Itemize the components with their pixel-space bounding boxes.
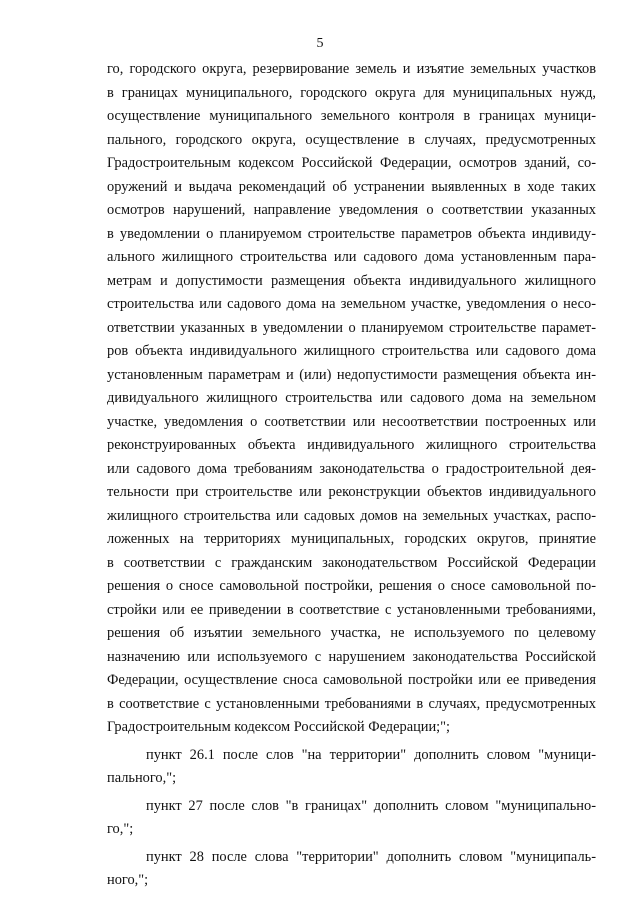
text-line: строительства или садового дома на земельном участке, уведомления о несо-	[107, 296, 596, 312]
text-line: тельности при строительстве или реконструкции объектов индивидуального	[107, 484, 596, 500]
text-line: реконструированных объекта индивидуального жилищного строительства	[107, 437, 596, 453]
text-line: назначению или используемого с нарушением законодательства Российской	[107, 648, 596, 665]
text-line: оружений и выдача рекомендаций об устранении выявленных в ходе таких	[107, 178, 596, 195]
text-line: Градостроительным кодексом Российской Федерации;";	[107, 719, 451, 735]
text-line: дивидуального жилищного строительства или садового дома на земельном	[107, 390, 596, 406]
text-line: ного,";	[107, 872, 149, 888]
text-line: пункт 26.1 после слов "на территории" дополнить словом "муници-	[146, 746, 596, 763]
text-line: метрам и допустимости размещения объекта индивидуального жилищного	[107, 272, 596, 289]
text-line: Градостроительным кодексом Российской Федерации, осмотров зданий, со-	[107, 155, 596, 171]
paragraph-item-26-1	[107, 744, 596, 791]
text-line: в соответствии с гражданским законодательством Российской Федерации	[107, 554, 596, 571]
text-line: ров объекта индивидуального жилищного строительства или садового дома	[107, 343, 596, 359]
text-line: решения о сносе самовольной постройки, решения о сносе самовольной по-	[107, 578, 596, 594]
text-line: пального,";	[107, 770, 177, 786]
text-line: пункт 27 после слов "в границах" дополнить словом "муниципально-	[146, 797, 596, 814]
paragraph-item-28	[107, 846, 596, 893]
text-line: участке, уведомления о соответствии или несоответствии построенных или	[107, 413, 596, 430]
text-line: пального, городского округа, осуществление в случаях, предусмотренных	[107, 131, 596, 148]
document-body	[107, 58, 596, 893]
text-line: го,";	[107, 821, 134, 837]
text-line: го, городского округа, резервирование земель и изъятие земельных участков	[107, 61, 596, 77]
paragraph-main	[107, 58, 596, 740]
text-line: в соответствие с установленными требованиями в случаях, предусмотренных	[107, 695, 596, 712]
text-line: стройки или ее приведении в соответствие с установленными требованиями,	[107, 601, 596, 618]
text-line: ответствии указанных в уведомлении о планируемом строительстве парамет-	[107, 319, 596, 336]
text-line: пункт 28 после слова "территории" дополнить словом "муниципаль-	[146, 848, 596, 865]
text-line: осуществление муниципального земельного контроля в границах муници-	[107, 108, 596, 124]
page-number: 5	[316, 36, 324, 51]
text-line: решения об изъятии земельного участка, не используемого по целевому	[107, 625, 596, 641]
text-line: жилищного строительства или садовых домов на земельных участках, распо-	[107, 507, 596, 524]
text-line: или садового дома требованиям законодательства о градостроительной дея-	[107, 460, 596, 477]
text-line: Федерации, осуществление сноса самовольной постройки или ее приведения	[107, 672, 596, 688]
text-line: в границах муниципального, городского округа для муниципальных нужд,	[107, 84, 596, 101]
text-line: установленным параметрам и (или) недопустимости размещения объекта ин-	[107, 366, 596, 383]
text-line: ложенных на территориях муниципальных, городских округов, принятие	[107, 531, 596, 547]
text-line: в уведомлении о планируемом строительстве параметров объекта индивиду-	[107, 225, 596, 242]
text-line: осмотров нарушений, направление уведомления о соответствии указанных	[107, 202, 596, 218]
text-line: ального жилищного строительства или садового дома установленным пара-	[107, 249, 596, 265]
paragraph-item-27	[107, 795, 596, 842]
